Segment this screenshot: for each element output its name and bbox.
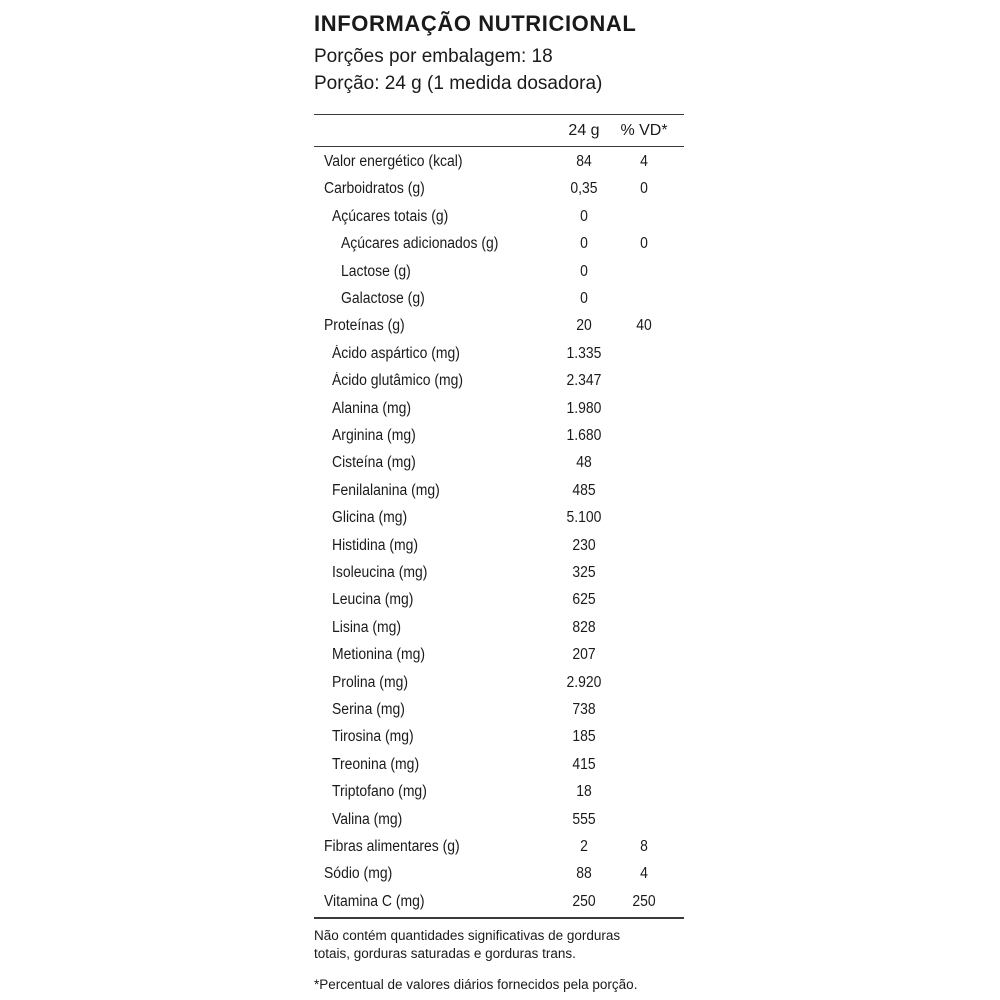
nutrient-label: Glicina (mg) bbox=[332, 509, 408, 527]
nutrient-label: Tirosina (mg) bbox=[332, 728, 414, 746]
nutrient-label: Treonina (mg) bbox=[332, 755, 420, 773]
column-header-vd: % VD* bbox=[620, 122, 668, 139]
footnote-line-2: totais, gorduras saturadas e gorduras trans. bbox=[314, 946, 576, 961]
nutrient-label: Ácido aspártico (mg) bbox=[332, 344, 460, 362]
nutrient-label: Proteínas (g) bbox=[324, 317, 405, 335]
nutrient-label: Galactose (g) bbox=[341, 290, 425, 307]
nutrient-amount: 738 bbox=[572, 701, 596, 718]
serving-size: Porção: 24 g (1 medida dosadora) bbox=[314, 73, 603, 94]
nutrient-label: Metionina (mg) bbox=[332, 646, 426, 664]
nutrient-label: Vitamina C (mg) bbox=[324, 892, 425, 910]
nutrient-label: Carboidratos (g) bbox=[324, 180, 425, 198]
footnote-line-1: Não contém quantidades significativas de gorduras bbox=[314, 928, 621, 943]
nutrient-label: Açúcares totais (g) bbox=[332, 207, 449, 225]
nutrient-amount: 20 bbox=[576, 317, 592, 335]
nutrient-amount: 0,35 bbox=[570, 180, 598, 198]
nutrient-vd: 4 bbox=[640, 153, 648, 170]
servings-per-package: Porções por embalagem: 18 bbox=[314, 46, 553, 67]
nutrient-label: Valina (mg) bbox=[332, 810, 403, 828]
nutrient-amount: 2.920 bbox=[566, 673, 602, 691]
label-title: INFORMAÇÃO NUTRICIONAL bbox=[314, 11, 637, 36]
nutrient-amount: 0 bbox=[580, 290, 588, 307]
nutrient-amount: 0 bbox=[580, 235, 588, 253]
nutrient-label: Lactose (g) bbox=[341, 262, 411, 280]
nutrient-amount: 555 bbox=[572, 810, 596, 828]
nutrient-amount: 1.335 bbox=[566, 344, 602, 362]
nutrient-amount: 0 bbox=[580, 262, 588, 280]
nutrient-amount: 185 bbox=[572, 728, 596, 746]
column-header-amount: 24 g bbox=[568, 122, 600, 139]
nutrient-label: Açúcares adicionados (g) bbox=[341, 235, 499, 253]
nutrient-amount: 48 bbox=[576, 454, 592, 472]
nutrient-label: Leucina (mg) bbox=[332, 591, 414, 609]
nutrient-label: Triptofano (mg) bbox=[332, 783, 427, 801]
nutrient-amount: 84 bbox=[576, 153, 592, 170]
footnote-vd: *Percentual de valores diários fornecidos pela porção. bbox=[314, 977, 638, 992]
nutrient-amount: 2 bbox=[580, 838, 588, 855]
nutrient-amount: 828 bbox=[572, 618, 596, 636]
nutrient-label: Fenilalanina (mg) bbox=[332, 481, 440, 499]
nutrient-vd: 40 bbox=[636, 317, 652, 335]
nutrient-amount: 250 bbox=[572, 892, 596, 910]
nutrient-label: Valor energético (kcal) bbox=[324, 153, 463, 170]
nutrient-amount: 625 bbox=[572, 591, 596, 609]
nutrient-amount: 5.100 bbox=[566, 509, 602, 527]
nutrient-vd: 4 bbox=[640, 865, 648, 883]
table-header-rule bbox=[314, 146, 684, 147]
nutrient-amount: 1.680 bbox=[566, 427, 602, 444]
nutrient-amount: 88 bbox=[576, 865, 592, 883]
table-bottom-rule bbox=[314, 917, 684, 919]
nutrient-label: Isoleucina (mg) bbox=[332, 564, 428, 581]
nutrient-label: Fibras alimentares (g) bbox=[324, 838, 460, 855]
nutrient-vd: 0 bbox=[640, 180, 648, 198]
nutrient-label: Prolina (mg) bbox=[332, 673, 408, 691]
nutrient-label: Cisteína (mg) bbox=[332, 454, 416, 472]
nutrient-vd: 0 bbox=[640, 235, 648, 253]
nutrient-label: Arginina (mg) bbox=[332, 427, 416, 444]
nutrient-amount: 325 bbox=[572, 564, 596, 581]
nutrient-amount: 230 bbox=[572, 536, 596, 554]
nutrient-label: Ácido glutâmico (mg) bbox=[332, 372, 464, 390]
nutrient-label: Alanina (mg) bbox=[332, 399, 412, 417]
nutrient-amount: 0 bbox=[580, 207, 588, 225]
nutrient-vd: 8 bbox=[640, 838, 648, 855]
nutrient-amount: 2.347 bbox=[566, 372, 602, 390]
nutrient-label: Lisina (mg) bbox=[332, 618, 402, 636]
nutrient-amount: 485 bbox=[572, 481, 596, 499]
nutrient-amount: 1.980 bbox=[566, 399, 602, 417]
nutrient-label: Histidina (mg) bbox=[332, 536, 419, 554]
nutrient-label: Sódio (mg) bbox=[324, 865, 393, 883]
table-top-rule bbox=[314, 114, 684, 115]
nutrient-amount: 18 bbox=[576, 783, 592, 801]
nutrient-label: Serina (mg) bbox=[332, 701, 405, 718]
nutrient-vd: 250 bbox=[632, 892, 656, 910]
nutrient-amount: 207 bbox=[572, 646, 596, 664]
nutrient-amount: 415 bbox=[572, 755, 596, 773]
